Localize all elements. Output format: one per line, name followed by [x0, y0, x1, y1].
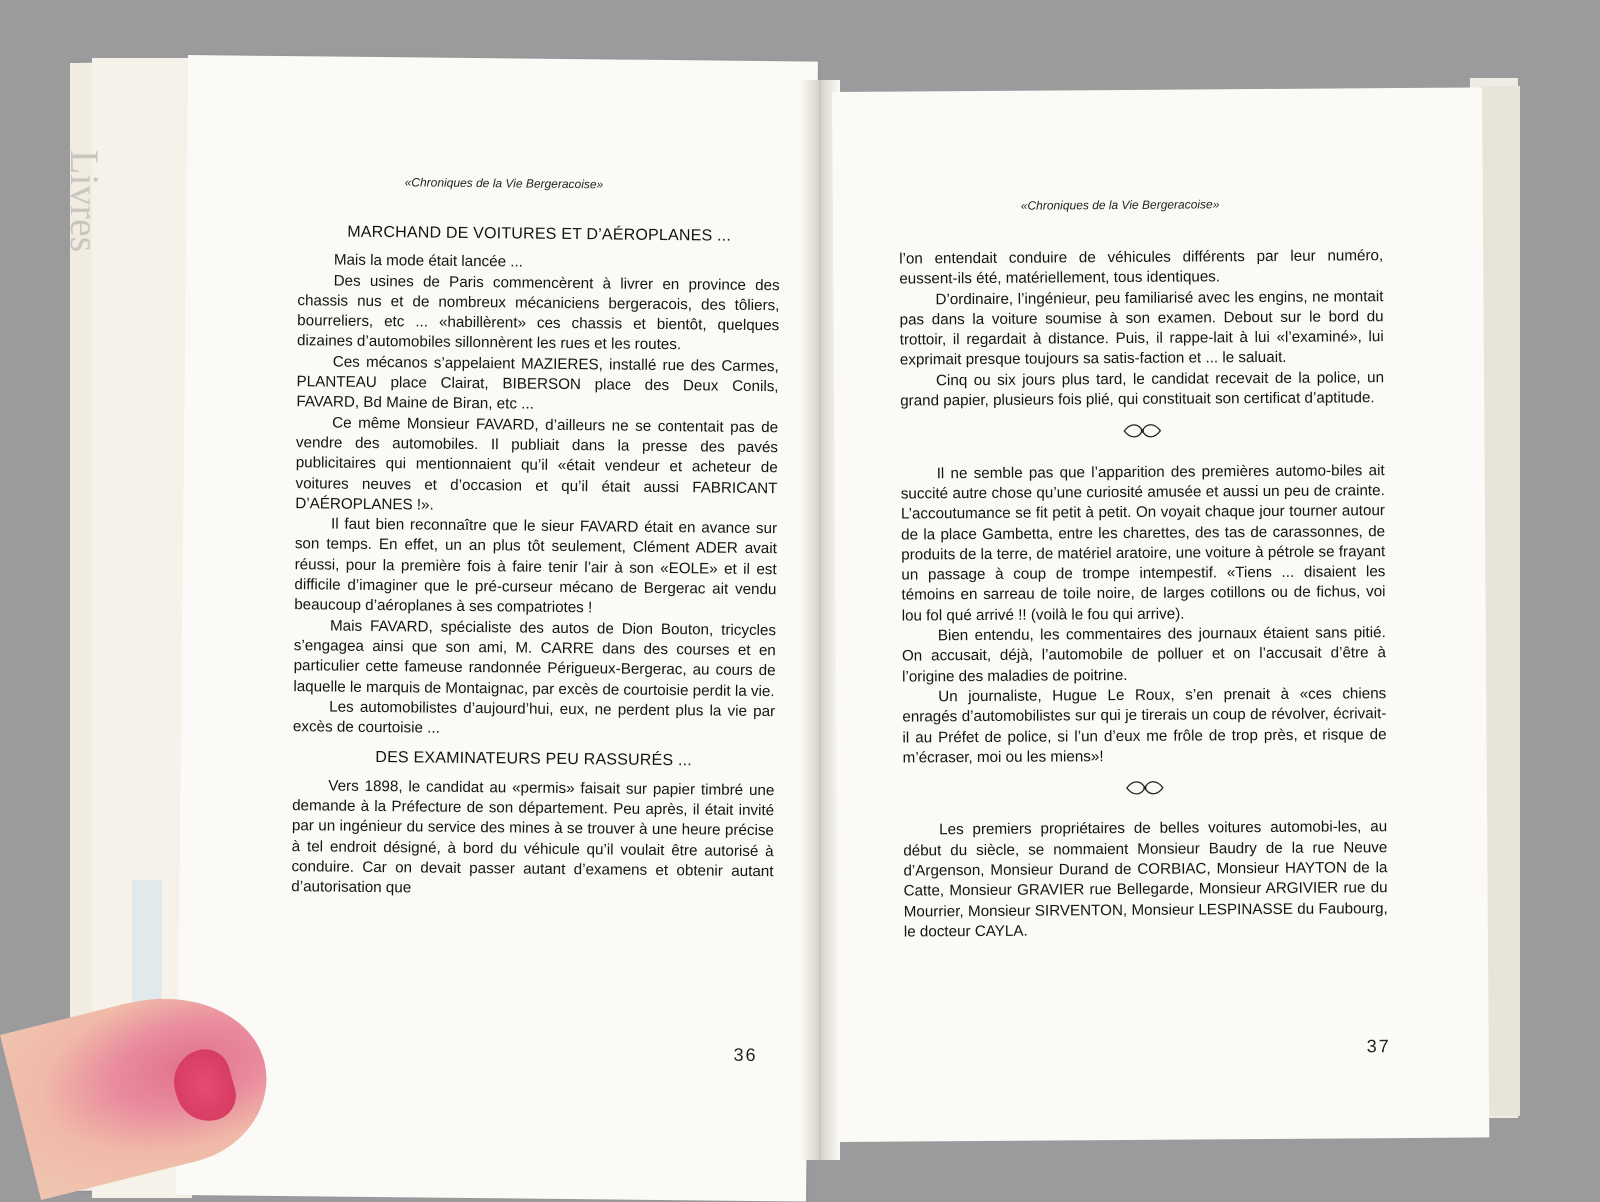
- paragraph: Il ne semble pas que l’apparition des premières automo-biles ait succité autre chose qu’une curiosité amusée et aussi un peu de crainte. L’accoutumance se fit petit à petit. On voyait chaque jour tourner autour de la place Gambetta, entre les charettes, des tas de carassonnes, de produits de la terre, de matériel aratoire, une voiture à pétrole se frayant un passage à coup de trompe intempestif. «Tiens ... disaient les témoins en sarreau de toile noire, de larges cotillons ou de fichus, voi lou fol qué arrivé !! (voilà le fou qui arrive).: [900, 461, 1386, 625]
- paragraph: l’on entendait conduire de véhicules différents par leur numéro, eussent-ils été, matériellement, tous identiques.: [899, 247, 1384, 288]
- paragraph: Il faut bien reconnaître que le sieur FAVARD était en avance sur son temps. En effet, un an plus tôt seulement, Clément ADER avait réussi, pour la première fois à faire tenir l’air à son «EOLE» et il est difficile d’imaginer que le pré-curseur mécano de Bergerac ait vendu beaucoup d’aéroplanes à ses compatriotes !: [294, 515, 778, 617]
- page-number-left: 36: [733, 1044, 758, 1066]
- paragraph: Ce même Monsieur FAVARD, d’ailleurs ne se contentait pas de vendre des automobiles. Il publiait dans la presse des pavés publicitaires qui mentionnaient qu’il «était vendeur et acheteur de voitures neuves et d’occasion et qu’il était aussi FABRICANT D’AÉROPLANES !».: [295, 414, 779, 514]
- page-number-right: 37: [1366, 1036, 1391, 1057]
- right-page-body: [899, 246, 1388, 943]
- paragraph: D’ordinaire, l’ingénieur, peu familiarisé avec les engins, ne montait pas dans la voiture soumise à son examen. Debout sur le bord du trottoir, il regardait à distance. Puis, il rappe-lait à lui «l’examiné», lui exprimait presque toujours sa satis-faction et ... le saluait.: [899, 287, 1384, 370]
- left-page-body: [291, 216, 780, 903]
- paragraph: Les premiers propriétaires de belles voitures automobi-les, au début du siècle, se nommaient Monsieur Baudry de la rue Neuve d’Argenson, Monsieur Durand de CORBIAC, Monsieur HAYTON de la Catte, Monsieur GRAVIER rue Bellegarde, Monsieur ARGIVIER rue du Mourrier, Monsieur SIRVENTON, Monsieur LESPINASSE du Faubourg, le docteur CAYLA.: [903, 818, 1388, 941]
- paragraph: Bien entendu, les commentaires des journaux étaient sans pitié. On accusait, déjà, l’automobile de polluer et on l’accusait d’être à l’origine des maladies de poitrine.: [901, 624, 1386, 686]
- right-page: [832, 87, 1489, 1142]
- paragraph: Cinq ou six jours plus tard, le candidat recevait de la police, un grand papier, plusieurs fois plié, qui constituait son certificat d’aptitude.: [900, 368, 1385, 410]
- paragraph: Les automobilistes d’aujourd’hui, eux, ne perdent plus la vie par excès de courtoisie ...: [292, 698, 776, 737]
- section-title-examinateurs: DES EXAMINATEURS PEU RASSURÉS ...: [375, 749, 693, 770]
- paragraph: Ces mécanos s’appelaient MAZIERES, installé rue des Carmes, PLANTEAU place Clairat, BIBERSON place des Deux Conils, FAVARD, Bd Maine de Biran, etc ...: [296, 353, 779, 414]
- paragraph: Mais la mode était lancée ...: [333, 251, 524, 271]
- ornament-divider-icon: [900, 421, 1384, 449]
- left-page: [176, 55, 818, 1202]
- section-title-marchand: MARCHAND DE VOITURES ET D’AÉROPLANES ...: [347, 223, 732, 245]
- paragraph: Vers 1898, le candidat au «permis» faisait sur papier timbré une demande à la Préfecture de son département. Peu après, il était invité par un ingénieur du service des mines à se trouver à une heure précise à tel endroit désigné, à bord du véhicule qu’il voulait être autorisé à conduire. Car on devait passer autant d’examens et obtenir autant d’autorisation que: [291, 777, 775, 897]
- paragraph: Un journaliste, Hugue Le Roux, s’en prenait à «ces chiens enragés d’automobilistes sur qui je tirerais un coup de révolver, écrivait-il au Préfet de police, si l’un d’eux me frôle de trop près, et risque de m’écraser, moi ou les miens»!: [902, 685, 1387, 767]
- paragraph: Mais FAVARD, spécialiste des autos de Dion Bouton, tricycles s’engagea ainsi que son ami, M. CARRE dans des courses et en particulier cette fameuse randonnée Périgueux-Bergerac, au cours de laquelle le marquis de Montaignac, par excès de courtoisie perdit la vie.: [293, 617, 777, 700]
- spine-text: Livres: [62, 150, 107, 253]
- running-header-left: «Chroniques de la Vie Bergeracoise»: [404, 175, 604, 192]
- paragraph: Des usines de Paris commencèrent à livrer en province des chassis nus et de nombreux mécaniciens bergeracois, des tôliers, bourreliers, etc ... «habillèrent» ces chassis et bientôt, quelques dizaines d’automobiles sillonnèrent les rues et les routes.: [296, 272, 780, 354]
- ornament-divider-icon: [903, 777, 1387, 805]
- running-header-right: «Chroniques de la Vie Bergeracoise»: [1020, 197, 1220, 213]
